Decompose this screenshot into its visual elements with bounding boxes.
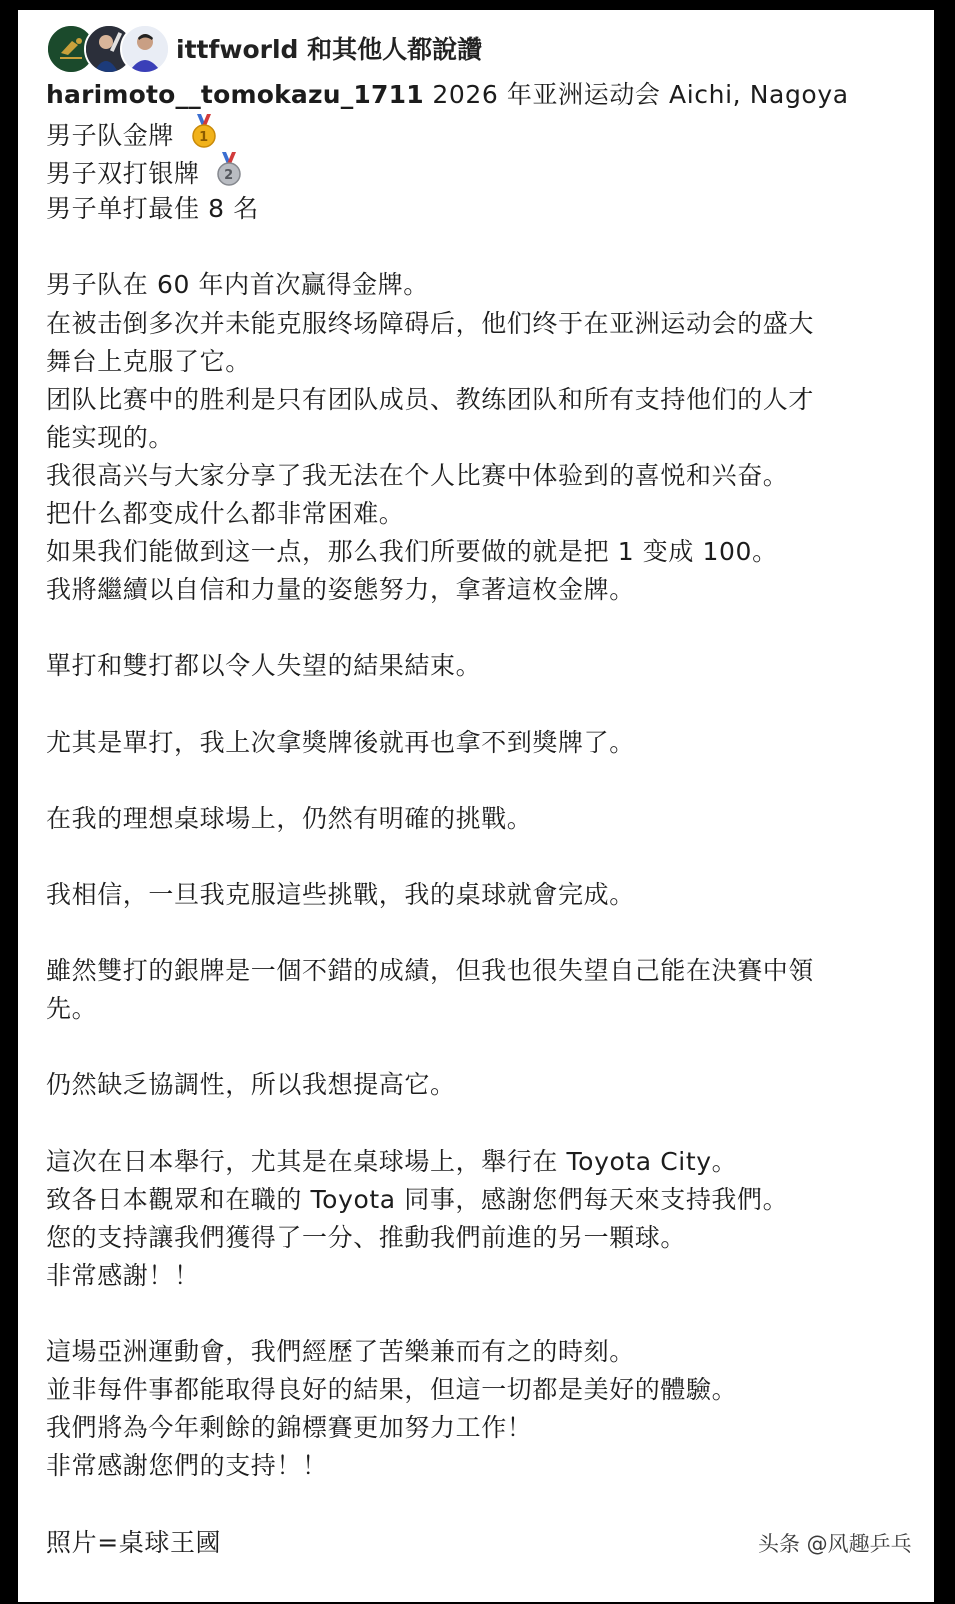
caption-line: 這場亞洲運動會，我們經歷了苦樂兼而有之的時刻。 xyxy=(46,1337,635,1367)
caption-line: 在被击倒多次并未能克服终场障碍后，他们终于在亚洲运动会的盛大 xyxy=(46,308,815,338)
caption-line: 非常感謝您們的支持！！ xyxy=(46,1451,328,1481)
paragraph-gap xyxy=(46,228,918,266)
caption-line: 照片=桌球王國 xyxy=(46,1527,222,1557)
caption-line: 致各日本觀眾和在職的 Toyota 同事，感謝您們每天來支持我們。 xyxy=(46,1184,789,1214)
result-team: 男子队金牌 1 xyxy=(46,114,918,152)
caption-line: 並非每件事都能取得良好的結果，但這一切都是美好的體驗。 xyxy=(46,1375,738,1405)
result-singles: 男子单打最佳 8 名 xyxy=(46,194,259,224)
svg-text:1: 1 xyxy=(198,130,209,146)
paragraph-gap xyxy=(46,1295,918,1333)
caption-headline: 2026 年亚洲运动会 Aichi, Nagoya xyxy=(432,80,849,109)
paragraph-gap xyxy=(46,762,918,800)
caption-line: 团队比赛中的胜利是只有团队成员、教练团队和所有支持他们的人才 xyxy=(46,384,815,414)
player-avatar-2[interactable] xyxy=(120,24,170,74)
paragraph-gap xyxy=(46,1105,918,1143)
post-card xyxy=(18,10,934,1602)
caption-line: 在我的理想桌球場上，仍然有明確的挑戰。 xyxy=(46,803,533,833)
liked-by-text[interactable]: ittfworld 和其他人都說讚 xyxy=(176,35,483,64)
result-doubles: 男子双打银牌 2 xyxy=(46,152,918,190)
watermark: 头条 @风趣乒乓 xyxy=(758,1532,912,1556)
caption-body xyxy=(46,228,918,1561)
username-link[interactable]: harimoto__tomokazu_1711 xyxy=(46,80,424,109)
liked-by-row[interactable] xyxy=(46,24,482,72)
caption-line: 我很高兴与大家分享了我无法在个人比赛中体验到的喜悦和兴奋。 xyxy=(46,460,789,490)
caption-line: 仍然缺乏協調性，所以我想提高它。 xyxy=(46,1070,456,1100)
paragraph-gap xyxy=(46,686,918,724)
caption-line: 如果我们能做到这一点，那么我们所要做的就是把 1 变成 100。 xyxy=(46,537,778,567)
caption-line: 您的支持讓我們獲得了一分、推動我們前進的另一顆球。 xyxy=(46,1222,687,1252)
gold-medal-icon xyxy=(191,114,217,152)
paragraph-gap xyxy=(46,1485,918,1523)
svg-text:2: 2 xyxy=(224,168,234,184)
caption-line: 尤其是單打，我上次拿獎牌後就再也拿不到獎牌了。 xyxy=(46,727,635,757)
post-caption xyxy=(46,76,918,1562)
caption-line: 雖然雙打的銀牌是一個不錯的成績，但我也很失望自己能在決賽中領 xyxy=(46,956,815,986)
caption-line: 我們將為今年剩餘的錦標賽更加努力工作！ xyxy=(46,1413,533,1443)
caption-line: 非常感謝！！ xyxy=(46,1260,200,1290)
caption-line: 男子队在 60 年内首次赢得金牌。 xyxy=(46,270,429,300)
caption-line: 這次在日本舉行，尤其是在桌球場上，舉行在 Toyota City。 xyxy=(46,1146,738,1176)
caption-line: 把什么都变成什么都非常困难。 xyxy=(46,499,405,529)
caption-header xyxy=(46,76,918,114)
paragraph-gap xyxy=(46,838,918,876)
caption-line: 我將繼續以自信和力量的姿態努力，拿著這枚金牌。 xyxy=(46,575,635,605)
paragraph-gap xyxy=(46,914,918,952)
caption-line: 單打和雙打都以令人失望的結果結束。 xyxy=(46,651,482,681)
caption-line: 先。 xyxy=(46,994,98,1024)
caption-line: 我相信，一旦我克服這些挑戰，我的桌球就會完成。 xyxy=(46,879,635,909)
liker-avatars[interactable] xyxy=(46,24,170,72)
caption-line: 舞台上克服了它。 xyxy=(46,346,251,376)
paragraph-gap xyxy=(46,609,918,647)
paragraph-gap xyxy=(46,1028,918,1066)
caption-line: 能实现的。 xyxy=(46,422,175,452)
silver-medal-icon xyxy=(216,152,242,190)
